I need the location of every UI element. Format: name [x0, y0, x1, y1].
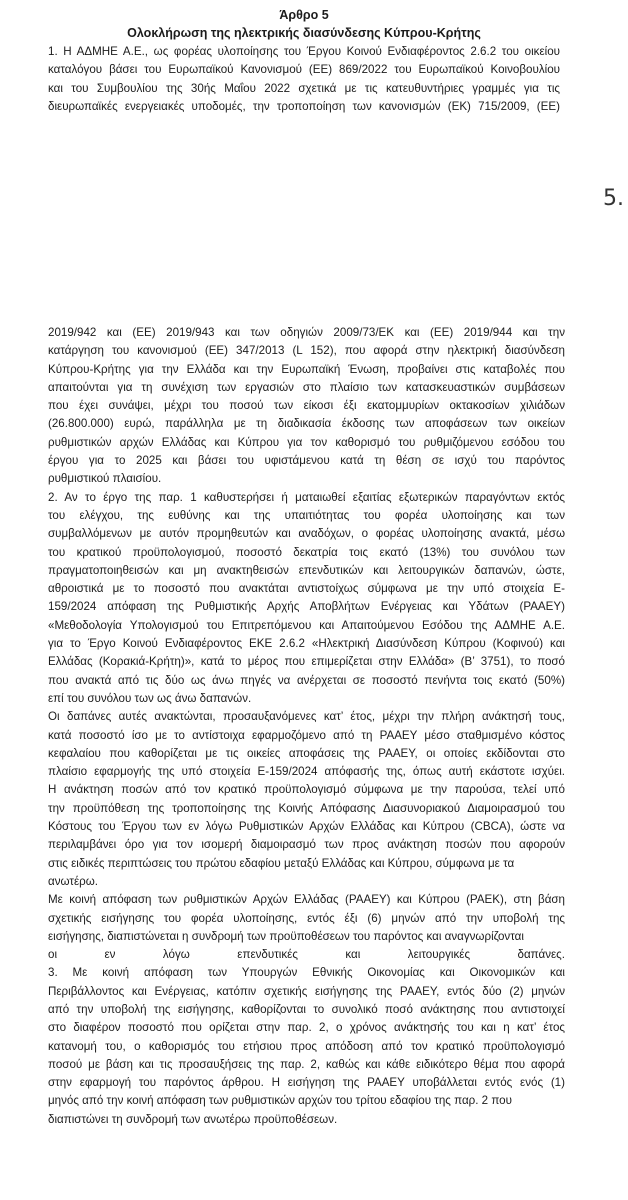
text-line: κατά ποσοστό ίσο με το αντίστοιχα εφαρμοζόμενο από τη ΡΑΑΕΥ μέσο σταθμισμένο κόστος [48, 728, 565, 742]
text-line: κατανομή του, ο καθορισμός του ετήσιου προς απόδοση από τον κρατικό προϋπολογισμό [48, 1039, 565, 1053]
text-line: ρυθμιστικού πλαισίου. [48, 472, 162, 486]
text-line: απαιτούνται για τη συνέχιση των εργασιών στο πλαίσιο των κατασκευαστικών συμβάσεων [48, 380, 565, 394]
text-line: σχετικής εισήγησης του φορέα υλοποίησης, εντός έξι (6) μηνών από την υποβολή της [48, 911, 565, 925]
text-line: στις ειδικές περιπτώσεις του πρώτου εδαφίου μεταξύ Ελλάδας και Κύπρου, σύμφωνα με τα [48, 856, 515, 870]
text-line: στο διαφέρον ποσοστό που ορίζεται στην παρ. 2, ο χρόνος ανάκτησής του και η κατ’ έτος [48, 1021, 565, 1035]
text-line: από την υποβολή της εισήγησης, καθορίζονται το συνολικό ποσό ανάκτησης που αντιστοιχεί [48, 1002, 565, 1016]
text-line: 159/2024 απόφαση της Ρυθμιστικής Αρχής Αποβλήτων Ενέργειας και Υδάτων (ΡΑΑΕΥ) [48, 600, 565, 614]
text-line: του κρατικού προϋπολογισμού, ποσοστό δεκατρία τοις εκατό (13%) του συνόλου των [48, 545, 565, 559]
text-line: καταλόγου βάσει του Ευρωπαϊκού Κανονισμού (ΕΕ) 869/2022 του Ευρωπαϊκού Κοινοβουλίου [48, 63, 560, 77]
text-line: που ανακτά από τις δύο ως άνω πηγές να ανέρχεται σε ποσοστό πενήντα τοις εκατό (50%) [48, 673, 565, 687]
text-line: του ελέγχου, της ευθύνης και της υπαιτιότητας του φορέα υλοποίησης και των [48, 508, 565, 522]
text-line: οι εν λόγω επενδυτικές και λειτουργικές δαπάνες. [48, 948, 565, 962]
text-line: Οι δαπάνες αυτές ανακτώνται, προσαυξανόμενες κατ’ έτος, μέχρι την πλήρη ανάκτησή τους, [48, 710, 565, 724]
text-line: στην εφαρμογή του παρόντος άρθρου. Η εισήγηση της ΡΑΑΕΥ υποβάλλεται εντός ενός (1) [48, 1076, 565, 1090]
text-line: περιλαμβάνει όρο για τον ισομερή διαμοιρασμό των προς ανάκτηση ποσών που αφορούν [48, 838, 565, 852]
text-line: έργου για το 2025 και βάσει του υφιστάμενου κατά τη θέση σε ισχύ του παρόντος [48, 454, 565, 468]
page-number-marker: 5. [603, 186, 624, 211]
text-line: κεφαλαίου που καθορίζεται με τις οικείες αποφάσεις της ΡΑΑΕΥ, οι οποίες εκδίδονται στο [48, 746, 565, 760]
text-line: Κύπρου-Κρήτης για την Ελλάδα και την Ευρωπαϊκή Ένωση, προβαίνει στις καταβολές που [48, 362, 565, 376]
text-line: 3. Με κοινή απόφαση των Υπουργών Εθνικής Οικονομίας και Οικονομικών και [48, 966, 565, 980]
text-line: 2. Αν το έργο της παρ. 1 καθυστερήσει ή ματαιωθεί εξαιτίας εξωτερικών παραγόντων εκτός [48, 490, 565, 504]
text-line: επί του συνόλου των ως άνω δαπανών. [48, 691, 252, 705]
text-line: την προϋπόθεση της τροποποίησης της Κοινής Απόφασης Διασυνοριακού Διαμοιρασμού του [48, 801, 565, 815]
text-line: εισήγησης, διαπιστώνεται η συνδρομή των προϋποθέσεων του παρόντος και αναγνωρίζονται [48, 929, 524, 943]
text-line: Περιβάλλοντος και Ενέργειας, κατόπιν σχετικής εισήγησης της ΡΑΑΕΥ, εντός δύο (2) μηνών [48, 984, 565, 998]
text-line: Η ανάκτηση ποσών από τον κρατικό προϋπολογισμό σύμφωνα με την παρούσα, τελεί υπό [48, 783, 565, 797]
text-line: αθροιστικά με το ποσοστό που ανακτάται αντιστοίχως σύμφωνα με την υπό στοιχεία Ε- [48, 582, 565, 596]
article-title: Άρθρο 5 [279, 8, 329, 22]
text-line: για το Έργο Κοινού Ενδιαφέροντος ΕΚΕ 2.6.2 «Ηλεκτρική Διασύνδεση Κύπρου (Κοφινού) και [48, 637, 565, 651]
document-body [48, 324, 565, 1129]
text-line: (26.800.000) ευρώ, παράλληλα με τη διαδικασία έκδοσης των αποφάσεων των οικείων [48, 417, 565, 431]
article-subtitle: Ολοκλήρωση της ηλεκτρικής διασύνδεσης Κύπρου-Κρήτης [127, 26, 481, 40]
text-line: διευρωπαϊκές ενεργειακές υποδομές, την τροποποίηση των κανονισμών (ΕΚ) 715/2009, (ΕΕ) [48, 99, 560, 113]
text-line: διαπιστώνει τη συνδρομή των ανωτέρω προϋποθέσεων. [48, 1112, 338, 1126]
text-line: που έχει συνάψει, μέχρι του ποσού των είκοσι έξι εκατομμυρίων οκτακοσίων χιλιάδων [48, 399, 565, 413]
text-line: πλαίσιο εφαρμογής της υπό στοιχεία Ε-159/2024 απόφασής της, όπως αυτή εκάστοτε ισχύει. [48, 765, 565, 779]
paragraph-1-start [48, 43, 560, 116]
document-top-section [48, 6, 560, 116]
text-line: «Μεθοδολογία Υπολογισμού του Επιτρεπόμενου και Απαιτούμενου Εσόδου της ΑΔΜΗΕ Α.Ε. [48, 618, 565, 632]
text-line: μηνός από την κοινή απόφαση των ρυθμιστικών αρχών του τρίτου εδαφίου της παρ. 2 που [48, 1094, 512, 1108]
text-line: Ελλάδας (Κορακιά-Κρήτη)», κατά το μέρος που επιμερίζεται στην Ελλάδα» (Β’ 3751), το ποσό [48, 655, 565, 669]
text-line: 1. Η ΑΔΜΗΕ Α.Ε., ως φορέας υλοποίησης του Έργου Κοινού Ενδιαφέροντος 2.6.2 του οικείου [48, 45, 560, 58]
text-line: 2019/942 και (ΕΕ) 2019/943 και των οδηγιών 2009/73/ΕΚ και (ΕΕ) 2019/944 και την [48, 326, 565, 339]
text-line: Κόστους του Έργου των εν λόγω Ρυθμιστικών Αρχών Ελλάδας και Κύπρου (CBCA), ώστε να [48, 820, 565, 834]
text-line: ρυθμιστικών αρχών Ελλάδας και Κύπρου για τον καθορισμό του ρυθμιζόμενου εσόδου του [48, 435, 565, 449]
text-line: κατάργηση του κανονισμού (ΕΕ) 347/2013 (L 152), που αφορά στην ηλεκτρική διασύνδεση [48, 344, 565, 358]
text-line: ανωτέρω. [48, 874, 99, 888]
text-line: και του Συμβουλίου της 30ής Μαΐου 2022 σχετικά με τις κατευθυντήριες γραμμές για τις [48, 81, 560, 95]
text-line: πραγματοποιηθεισών και μη ανακτηθεισών επενδυτικών και λειτουργικών δαπανών, ώστε, [48, 563, 565, 577]
text-line: ποσού με βάση και τις προσαυξήσεις της παρ. 2, καθώς και κάθε ειδικότερο θέμα που αφορά [48, 1057, 565, 1071]
text-line: συμβαλλόμενων με αυτόν προμηθευτών και αναδόχων, ο φορέας υλοποίησης ανακτά, μέσω [48, 527, 565, 541]
text-line: Με κοινή απόφαση των ρυθμιστικών Αρχών Ελλάδας (ΡΑΑΕΥ) και Κύπρου (ΡΑΕΚ), στη βάση [48, 893, 565, 907]
